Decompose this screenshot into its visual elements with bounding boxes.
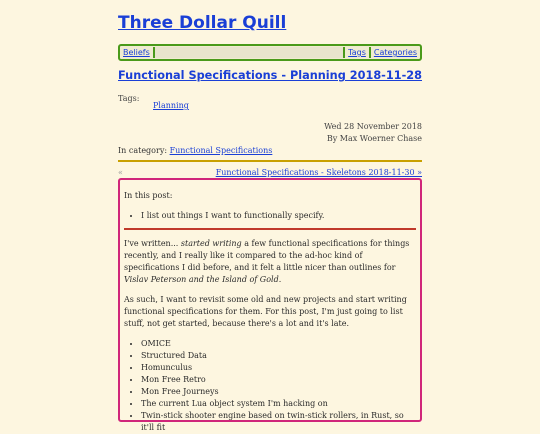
category-prefix: In category: (118, 146, 168, 155)
list-item: • Structured Data (141, 350, 416, 362)
list-item: • Homunculus (141, 362, 416, 374)
summary-item: • I list out things I want to functionally specify. (141, 210, 416, 222)
divider (124, 228, 416, 230)
post-category (118, 146, 272, 155)
post-author: By Max Woerner Chase (326, 134, 422, 143)
divider (118, 160, 422, 162)
tags-label: Tags: (118, 94, 140, 103)
summary-list (124, 210, 416, 222)
next-post-link[interactable]: Functional Specifications - Skeletons 2018-11-30 » (215, 168, 422, 177)
post-content (118, 178, 422, 432)
site-title-link[interactable]: Three Dollar Quill (118, 13, 287, 33)
post-title-link[interactable]: Functional Specifications - Planning 2018-11-28 (118, 69, 422, 82)
nav-categories-link[interactable]: Categories (373, 48, 417, 57)
list-item: • Twin-stick shooter engine based on twin-stick rollers, in Rust, so it'll fit (141, 410, 416, 434)
list-item: • The current Lua object system I'm hacking on (141, 398, 416, 410)
project-list (124, 338, 416, 434)
nav-spacer (155, 47, 343, 58)
nav-beliefs-link[interactable]: Beliefs (123, 48, 150, 57)
paragraph: I've written... started writing a few functional specifications for things recently, and I really like it compared to the ad-hoc kind of specifications I did before, and it felt a little nicer than outlines for Vislav Peterson and the Island of Gold. (124, 239, 410, 284)
nav-tags-link[interactable]: Tags (348, 48, 366, 57)
nav-bar (118, 44, 422, 61)
in-this-post-heading: In this post: (124, 191, 173, 200)
list-item: • OMICE (141, 338, 416, 350)
list-item: • Mon Free Journeys (141, 386, 416, 398)
paragraph: As such, I want to revisit some old and new projects and start writing functional specifications for them. For this post, I'm just going to list stuff, not get started, because there's a lot and it's late. (124, 295, 407, 328)
post-date: Wed 28 November 2018 (324, 122, 422, 131)
tag-link-planning[interactable]: Planning (153, 101, 189, 110)
list-item: • Mon Free Retro (141, 374, 416, 386)
category-link[interactable]: Functional Specifications (169, 146, 273, 155)
prev-post-link[interactable]: « (118, 168, 123, 177)
